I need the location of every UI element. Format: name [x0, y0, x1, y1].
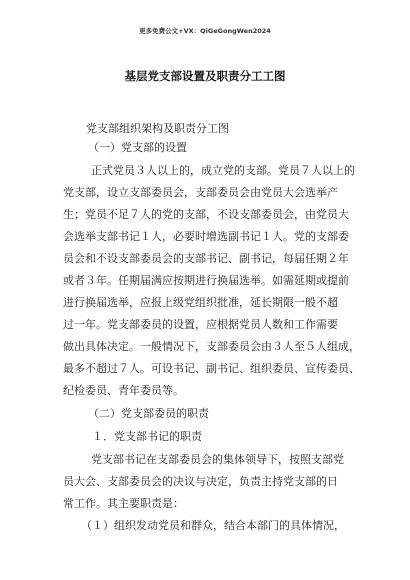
body-line: 过一年。党支部委员的设置，应根据党员人数和工作需要: [63, 318, 338, 331]
body-line: 员会和不设支部委员会的支部书记、副书记，每届任期２年: [63, 252, 349, 265]
body-line: 员大会、支部委员会的决议与决定，负责主持党支部的日: [63, 475, 338, 488]
body-line: 进行换届选举，应报上级党组织批准，延长期限一般不超: [63, 296, 338, 309]
subsection-heading: １．党支部书记的职责: [92, 430, 202, 443]
body-line: 或者３年。任期届满应按期进行换届选举。如需延期或提前: [63, 274, 349, 287]
body-line: 党支部组织架构及职责分工图: [86, 122, 229, 135]
body-line: 正式党员３人以上的，成立党的支部。党员７人以上的: [91, 164, 355, 177]
body-line: 会选举支部书记１人，必要时增选副书记１人。党的支部委: [63, 230, 349, 243]
body-line: 纪检委员、青年委员等。: [63, 384, 184, 397]
body-line: （１）组织发动党员和群众，结合本部门的具体情况，: [81, 519, 345, 532]
header-note: 更多免费公文+VX：QiGeGongWen2024: [139, 27, 271, 35]
body-line: 党支部，设立支部委员会，支部委员会由党员大会选举产: [63, 186, 338, 199]
body-line: 做出具体决定。一般情况下，支部委员会由３人至５人组成，: [63, 340, 360, 353]
body-line: 生；党员不足７人的党的支部，不设支部委员会，由党员大: [63, 208, 349, 221]
section-heading: （二）党支部委员的职责: [88, 407, 209, 420]
body-line: 最多不超过７人。可设书记、副书记、组织委员、宣传委员、: [63, 362, 360, 375]
document-title: 基层党支部设置及职责分工工图: [124, 69, 286, 83]
section-heading: （一）党支部的设置: [88, 141, 187, 154]
body-line: 党支部书记在支部委员会的集体领导下，按照支部党: [91, 453, 344, 466]
body-line: 常工作。其主要职责是：: [63, 497, 184, 510]
